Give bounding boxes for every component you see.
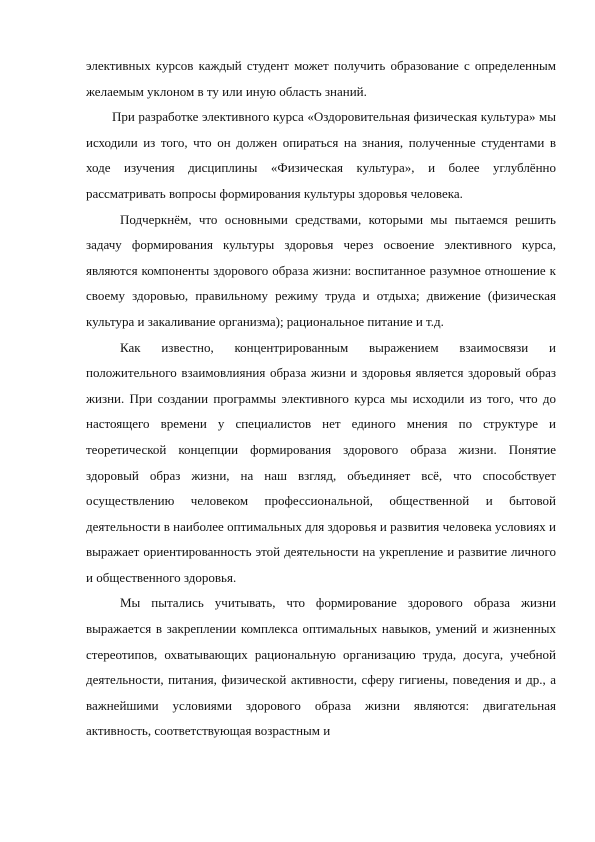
body-text <box>86 53 556 744</box>
paragraph-main-means: Подчеркнём, что основными средствами, которыми мы пытаемся решить задачу формирования культуры здоровья через освоение элективного курса, являются компоненты здорового образа жизни: воспитанное разумное отношение к своему здоровью, правильному режиму труда и отдыха; движение (физическая культура и закаливание организма); рациональное питание и т.д. <box>86 211 556 329</box>
paragraph-continuation: элективных курсов каждый студент может получить образование с определенным желаемым уклоном в ту или иную область знаний. <box>86 58 556 99</box>
paragraph-formation: Мы пытались учитывать, что формирование здорового образа жизни выражается в закреплении комплекса оптимальных навыков, умений и жизненных стереотипов, охватывающих рациональную организацию труда, досуга, учебной деятельности, питания, физической активности, сферу гигиены, поведения и др., а важнейшими условиями здорового образа жизни являются: двигательная активность, соответствующая возрастным и <box>86 595 556 739</box>
paragraph-healthy-lifestyle: Как известно, концентрированным выражением взаимосвязи и положительного взаимовлияния образа жизни и здоровья является здоровый образ жизни. При создании программы элективного курса мы исходили из того, что до настоящего времени у специалистов нет единого мнения по структуре и теоретической концепции формирования здорового образа жизни. Понятие здоровый образ жизни, на наш взгляд, объединяет всё, что способствует осуществлению человеком профессиональной, общественной и бытовой деятельности в наиболее оптимальных для здоровья и развития человека условиях и выражает ориентированность этой деятельности на укрепление и развитие личного и общественного здоровья. <box>86 339 556 585</box>
paragraph-course-development: При разработке элективного курса «Оздоровительная физическая культура» мы исходили из того, что он должен опираться на знания, полученные студентами в ходе изучения дисциплины «Физическая культура», и более углублённо рассматривать вопросы формирования культуры здоровья человека. <box>86 109 556 201</box>
